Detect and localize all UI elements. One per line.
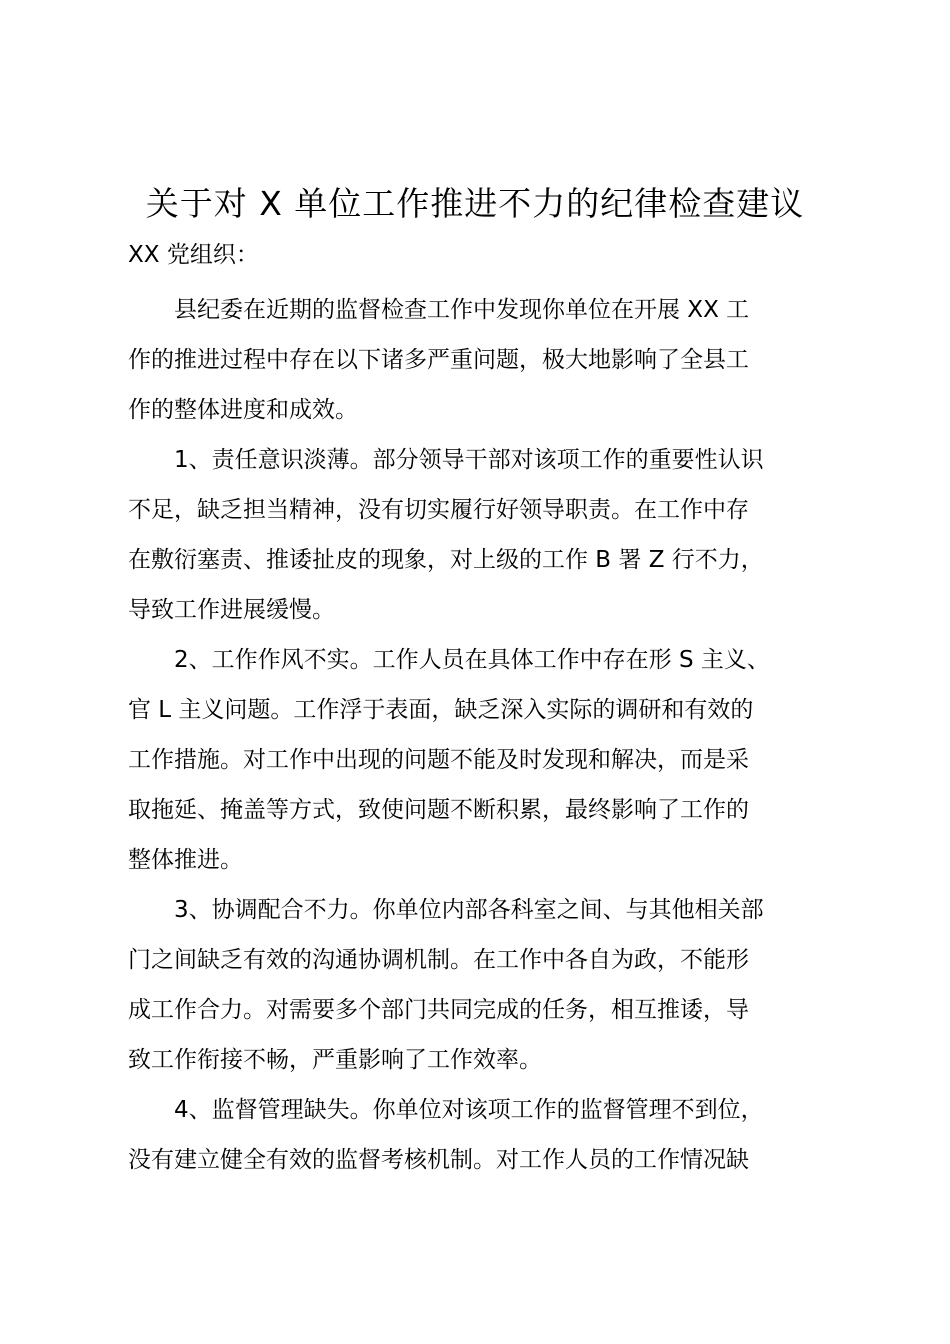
paragraph-line: 官 L 主义问题。工作浮于表面，缺乏深入实际的调研和有效的: [128, 697, 754, 723]
paragraph-item-1: [128, 435, 840, 635]
paragraph-line: 门之间缺乏有效的沟通协调机制。在工作中各自为政，不能形: [128, 947, 749, 973]
paragraph-line: 2、工作作风不实。工作人员在具体工作中存在形 S 主义、: [174, 647, 770, 673]
paragraph-item-3: [128, 885, 840, 1085]
paragraph-line: 不足，缺乏担当精神，没有切实履行好领导职责。在工作中存: [128, 497, 749, 523]
paragraph-line: 致工作衔接不畅，严重影响了工作效率。: [128, 1047, 542, 1073]
paragraph-line: 整体推进。: [128, 847, 243, 873]
paragraph-line: 工作措施。对工作中出现的问题不能及时发现和解决，而是采: [128, 747, 749, 773]
paragraph-line: 3、协调配合不力。你单位内部各科室之间、与其他相关部: [174, 897, 764, 923]
paragraph-line: 县纪委在近期的监督检查工作中发现你单位在开展 XX 工: [174, 297, 750, 323]
document-body: [128, 285, 840, 1185]
paragraph-line: 1、责任意识淡薄。部分领导干部对该项工作的重要性认识: [174, 447, 764, 473]
paragraph-line: 取拖延、掩盖等方式，致使问题不断积累，最终影响了工作的: [128, 797, 749, 823]
paragraph-line: 作的推进过程中存在以下诸多严重问题，极大地影响了全县工: [128, 347, 749, 373]
salutation: XX 党组织：: [128, 242, 259, 268]
paragraph-intro: [128, 285, 840, 435]
paragraph-line: 没有建立健全有效的监督考核机制。对工作人员的工作情况缺: [128, 1147, 749, 1173]
paragraph-item-2: [128, 635, 840, 885]
paragraph-line: 作的整体进度和成效。: [128, 397, 358, 423]
paragraph-line: 成工作合力。对需要多个部门共同完成的任务，相互推诿，导: [128, 997, 749, 1023]
paragraph-line: 4、监督管理缺失。你单位对该项工作的监督管理不到位，: [174, 1097, 764, 1123]
document-title: 关于对 X 单位工作推进不力的纪律检查建议: [145, 184, 805, 223]
paragraph-line: 在敷衍塞责、推诿扯皮的现象，对上级的工作 B 署 Z 行不力，: [128, 547, 764, 573]
paragraph-line: 导致工作进展缓慢。: [128, 597, 335, 623]
paragraph-item-4: [128, 1085, 840, 1185]
